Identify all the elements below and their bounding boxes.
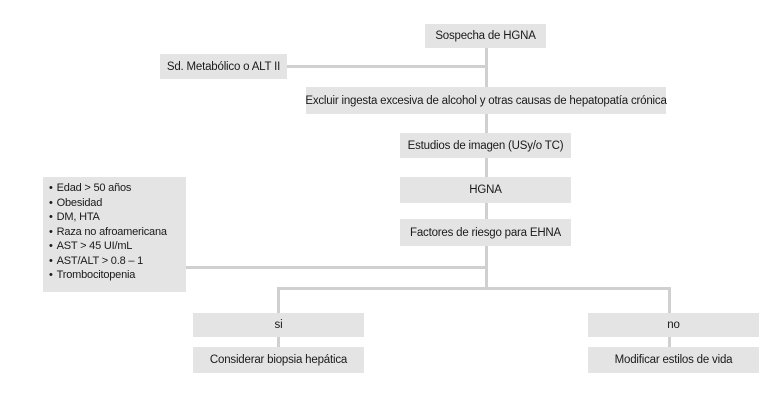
node-estudios-imagen: Estudios de imagen (USy/o TC)	[400, 133, 571, 158]
node-considerar-biopsia: Considerar biopsia hepática	[193, 347, 364, 373]
connector-no-estilos	[668, 337, 671, 347]
node-sospecha-hgna: Sospecha de HGNA	[425, 24, 546, 48]
risk-factor-item: • Edad > 50 años	[49, 181, 180, 196]
risk-factor-item: • AST > 45 UI/mL	[49, 239, 180, 254]
node-no: no	[588, 313, 759, 337]
node-hgna: HGNA	[400, 177, 571, 203]
node-modificar-estilos: Modificar estilos de vida	[588, 347, 759, 373]
risk-factor-item: • Obesidad	[49, 196, 180, 211]
node-si: si	[193, 313, 364, 337]
connector-sd-metabolico	[285, 65, 487, 68]
risk-factor-item: • AST/ALT > 0.8 – 1	[49, 254, 180, 269]
connector-branch-si	[277, 287, 280, 313]
connector-risk-list	[186, 266, 487, 269]
risk-factor-item: • Trombocitopenia	[49, 268, 180, 283]
connector-si-biopsia	[277, 337, 280, 347]
node-sd-metabolico: Sd. Metabólico o ALT II	[160, 54, 287, 79]
risk-factor-item: • DM, HTA	[49, 210, 180, 225]
node-excluir-causas: Excluir ingesta excesiva de alcohol y otras causas de hepatopatía crónica	[306, 87, 666, 114]
node-factores-riesgo: Factores de riesgo para EHNA	[400, 219, 571, 246]
risk-factors-list	[43, 177, 186, 292]
risk-factor-item: • Raza no afroamericana	[49, 225, 180, 240]
connector-branch-no	[668, 287, 671, 313]
connector-branch-horizontal	[277, 287, 670, 290]
connector-main-vertical	[485, 48, 488, 289]
